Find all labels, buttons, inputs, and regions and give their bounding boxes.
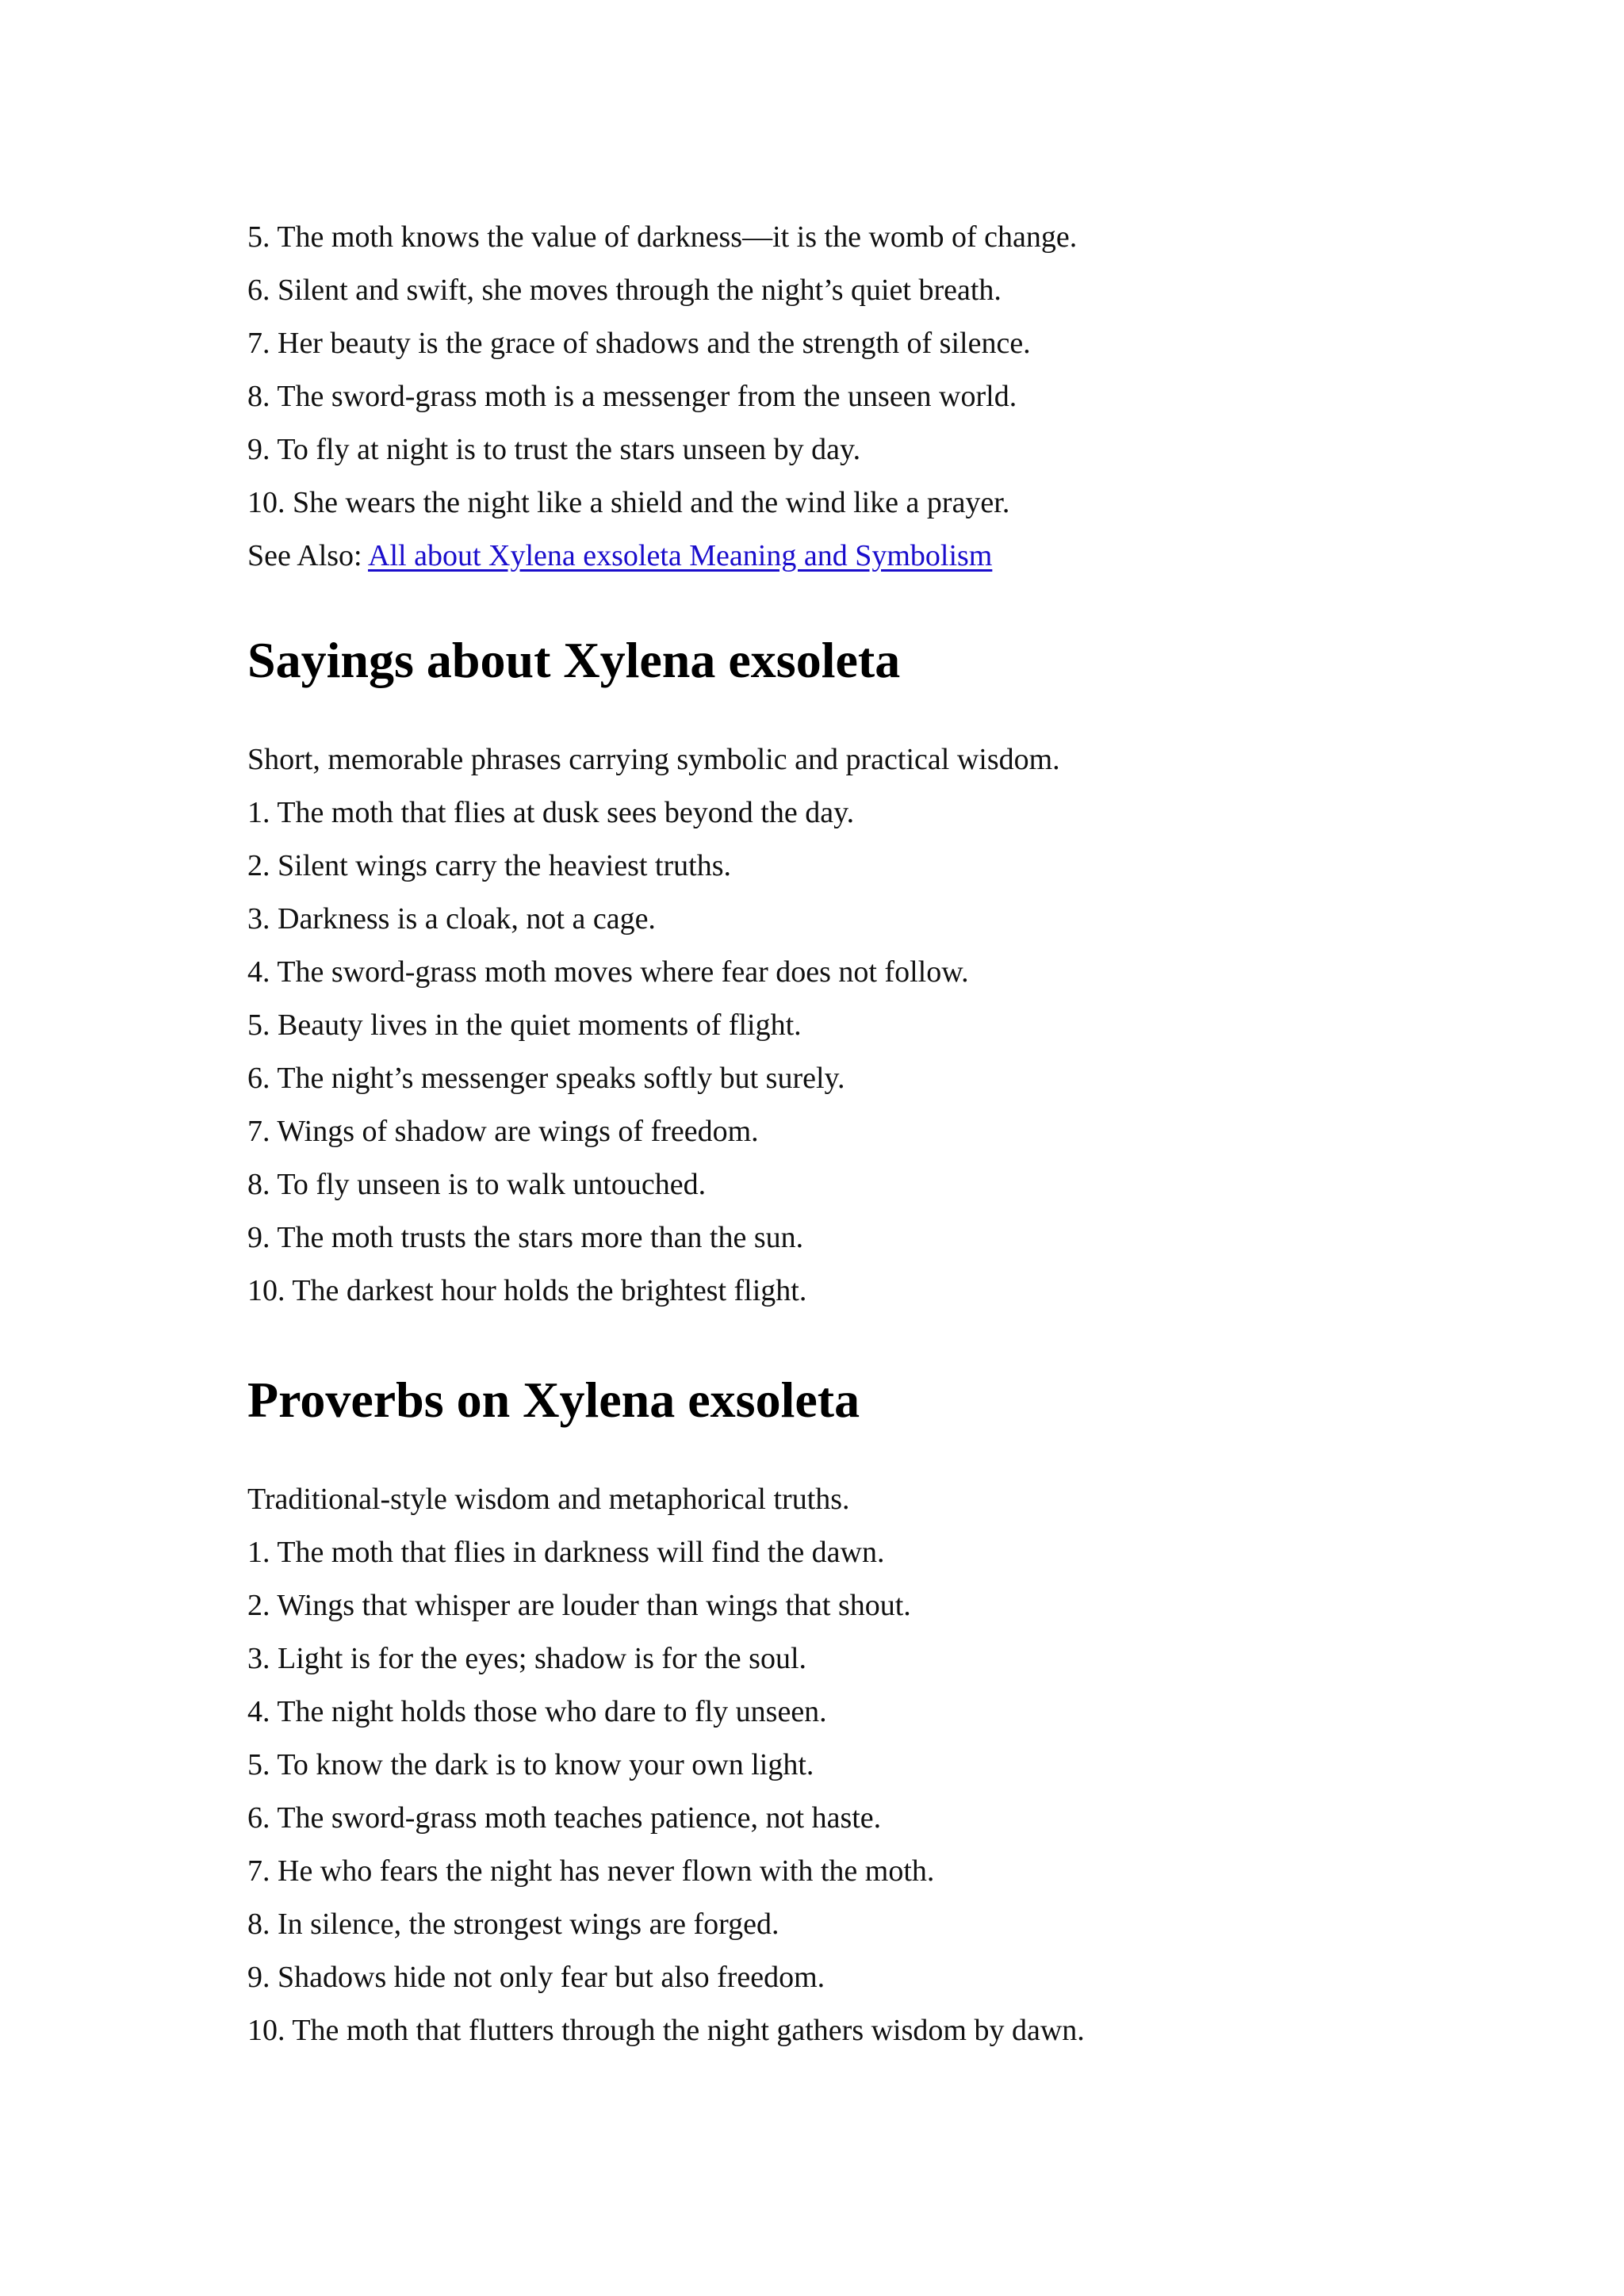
- sayings-heading: Sayings about Xylena exsoleta: [247, 632, 901, 688]
- list-item: 2. Silent wings carry the heaviest truths.: [247, 849, 731, 882]
- list-item: 6. Silent and swift, she moves through the night’s quiet breath.: [247, 274, 1002, 307]
- list-item: 2. Wings that whisper are louder than wings that shout.: [247, 1589, 911, 1622]
- list-item: 6. The night’s messenger speaks softly but surely.: [247, 1062, 845, 1095]
- list-item: 4. The night holds those who dare to fly unseen.: [247, 1695, 827, 1728]
- proverbs-heading: Proverbs on Xylena exsoleta: [247, 1372, 860, 1428]
- list-item: 9. Shadows hide not only fear but also freedom.: [247, 1961, 825, 1994]
- list-item: 5. Beauty lives in the quiet moments of flight.: [247, 1008, 802, 1042]
- list-item: 7. Her beauty is the grace of shadows and the strength of silence.: [247, 327, 1031, 360]
- list-item: 10. She wears the night like a shield and the wind like a prayer.: [247, 486, 1010, 519]
- list-item: 7. He who fears the night has never flown with the moth.: [247, 1854, 935, 1888]
- list-item: 1. The moth that flies at dusk sees beyond the day.: [247, 796, 855, 829]
- list-item: 1. The moth that flies in darkness will find the dawn.: [247, 1536, 885, 1569]
- list-item: 3. Darkness is a cloak, not a cage.: [247, 902, 656, 936]
- list-item: 10. The darkest hour holds the brightest flight.: [247, 1274, 807, 1307]
- quotes-list-continued: [247, 211, 1437, 583]
- see-also-link[interactable]: All about Xylena exsoleta Meaning and Symbolism: [368, 539, 993, 572]
- list-item: 9. The moth trusts the stars more than the sun.: [247, 1221, 804, 1254]
- list-item: 5. To know the dark is to know your own light.: [247, 1748, 814, 1781]
- see-also-prefix: See Also:: [247, 539, 369, 572]
- list-item: 8. The sword-grass moth is a messenger from the unseen world.: [247, 380, 1017, 413]
- sayings-section: [247, 733, 1437, 1318]
- list-item: 4. The sword-grass moth moves where fear does not follow.: [247, 955, 969, 989]
- list-item: 7. Wings of shadow are wings of freedom.: [247, 1115, 759, 1148]
- sayings-intro: Short, memorable phrases carrying symbolic and practical wisdom.: [247, 743, 1060, 776]
- see-also-line: [247, 530, 1437, 583]
- document-page: [247, 211, 1437, 2057]
- proverbs-intro: Traditional-style wisdom and metaphorical truths.: [247, 1483, 850, 1516]
- list-item: 8. To fly unseen is to walk untouched.: [247, 1168, 707, 1201]
- list-item: 10. The moth that flutters through the night gathers wisdom by dawn.: [247, 2014, 1085, 2047]
- list-item: 8. In silence, the strongest wings are forged.: [247, 1908, 779, 1941]
- list-item: 3. Light is for the eyes; shadow is for the soul.: [247, 1642, 807, 1675]
- proverbs-section: [247, 1473, 1437, 2057]
- list-item: 5. The moth knows the value of darkness—it is the womb of change.: [247, 220, 1078, 254]
- list-item: 9. To fly at night is to trust the stars unseen by day.: [247, 433, 861, 466]
- list-item: 6. The sword-grass moth teaches patience, not haste.: [247, 1801, 882, 1835]
